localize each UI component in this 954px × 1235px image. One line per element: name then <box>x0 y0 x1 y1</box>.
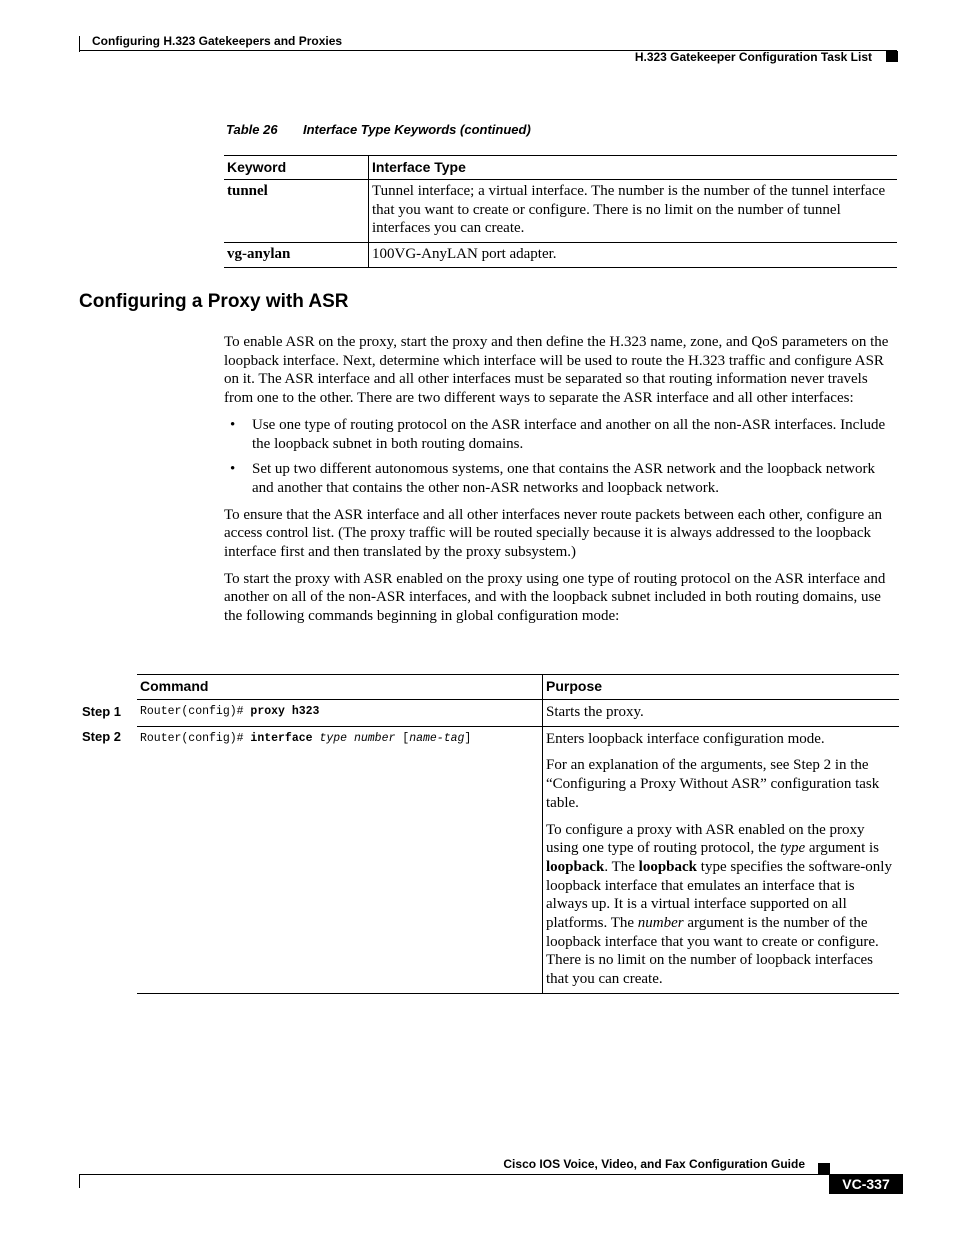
text-run: argument is the number of the loopback interface that you want to create or configure. There is no limit on the number of loopback interfaces that you can create. <box>546 915 879 988</box>
purpose-text: Enters loopback interface configuration mode. <box>546 730 825 747</box>
command-arg-number: number <box>353 731 396 745</box>
interface-type-cell: 100VG-AnyLAN port adapter. <box>369 242 898 268</box>
optional-bracket-open: [ <box>402 731 410 745</box>
text-run: type specifies the software-only loopback interface that emulates an interface that is always up. It is a virtual interface supported on all platforms. The <box>546 858 892 932</box>
command-table-header-row <box>137 675 899 700</box>
command-keyword: interface <box>250 731 313 745</box>
text-run-bold: loopback <box>546 858 605 875</box>
interface-keywords-table <box>224 155 897 268</box>
column-header-keyword: Keyword <box>224 156 369 180</box>
purpose-cell <box>543 700 900 727</box>
bullet-icon: • <box>230 461 236 478</box>
optional-bracket-close: ] <box>464 731 472 745</box>
footer-rule <box>79 1174 829 1175</box>
section-heading: Configuring a Proxy with ASR <box>79 291 349 312</box>
text-run-bold: loopback <box>638 858 698 875</box>
text-run-italic: number <box>637 915 684 932</box>
text-run: To configure a proxy with ASR enabled on the proxy using one type of routing protocol, the <box>546 821 865 857</box>
command-table <box>137 674 899 994</box>
purpose-text: For an explanation of the arguments, see Step 2 in the “Configuring a Proxy Without ASR” configuration task table. <box>546 757 880 811</box>
header-marker-block <box>886 51 898 62</box>
step-2-label: Step 2 <box>82 729 122 744</box>
command-cell <box>137 726 543 993</box>
list-item <box>224 460 899 497</box>
table-caption <box>226 122 531 137</box>
table-header-row <box>224 156 897 180</box>
list-item-text: Set up two different autonomous systems, one that contains the ASR network and the loopback network and another that contains the other non-ASR networks and loopback network. <box>252 461 875 496</box>
command-prompt: Router(config)# <box>140 731 251 745</box>
paragraph-intro: To enable ASR on the proxy, start the proxy and then define the H.323 name, zone, and QoS parameters on the loopback interface. Next, determine which interface will be used to route the H.323 traffic and configure ASR on it. The ASR interface and all other interfaces must be separated so that routing information never travels from one to the other. There are two different ways to separate the ASR interface and all other interfaces: <box>224 334 889 407</box>
bullet-icon: • <box>230 416 236 433</box>
command-arg-type: type <box>319 731 348 745</box>
command-prompt: Router(config)# <box>140 705 251 718</box>
table-row <box>224 242 897 268</box>
bullet-list <box>224 416 899 498</box>
footer-book-title: Cisco IOS Voice, Video, and Fax Configuration Guide <box>503 1157 805 1171</box>
column-header-purpose: Purpose <box>543 675 900 700</box>
interface-type-cell: Tunnel interface; a virtual interface. The number is the number of the tunnel interface that you want to create or configure. There is no limit on the number of tunnel interfaces you can create. <box>369 180 898 243</box>
text-run-italic: type <box>780 840 806 857</box>
keyword-cell: tunnel <box>224 180 369 243</box>
purpose-text-detail <box>546 821 896 989</box>
table-title: Interface Type Keywords (continued) <box>303 122 531 137</box>
column-header-interface-type: Interface Type <box>369 156 898 180</box>
text-run: . The <box>604 858 639 875</box>
table-number: Table 26 <box>226 122 278 137</box>
purpose-text: Starts the proxy. <box>546 704 644 720</box>
table-row <box>137 726 899 993</box>
command-keyword: proxy h323 <box>250 705 320 718</box>
page-number: VC-337 <box>829 1174 903 1194</box>
paragraph-acl: To ensure that the ASR interface and all other interfaces never route packets between each other, configure an access control list. (The proxy traffic will be routed specially because it is always addressed to the loopback interface first and then translated by the proxy subsystem.) <box>224 506 883 561</box>
list-item <box>224 416 899 453</box>
table-row <box>137 700 899 727</box>
list-item-text: Use one type of routing protocol on the ASR interface and another on all the non-ASR interfaces. Include the loopback subnet in both routing domains. <box>252 416 886 452</box>
table-row <box>224 180 897 243</box>
keyword-cell: vg-anylan <box>224 242 369 268</box>
purpose-cell <box>543 726 900 993</box>
text-run: argument is <box>805 840 880 857</box>
step-1-label: Step 1 <box>82 704 122 719</box>
command-cell <box>137 700 543 727</box>
header-section-title: H.323 Gatekeeper Configuration Task List <box>634 50 872 64</box>
header-chapter-title: Configuring H.323 Gatekeepers and Proxies <box>92 34 343 48</box>
paragraph-commands-intro: To start the proxy with ASR enabled on the proxy using one type of routing protocol on the ASR interface and another on all of the non-ASR interfaces, and with the loopback subnet included in both routing domains, use the following commands beginning in global configuration mode: <box>224 570 886 625</box>
footer-rule-vertical <box>79 1174 80 1188</box>
command-arg-name-tag: name-tag <box>409 731 465 745</box>
column-header-command: Command <box>137 675 543 700</box>
section-body <box>224 333 899 634</box>
